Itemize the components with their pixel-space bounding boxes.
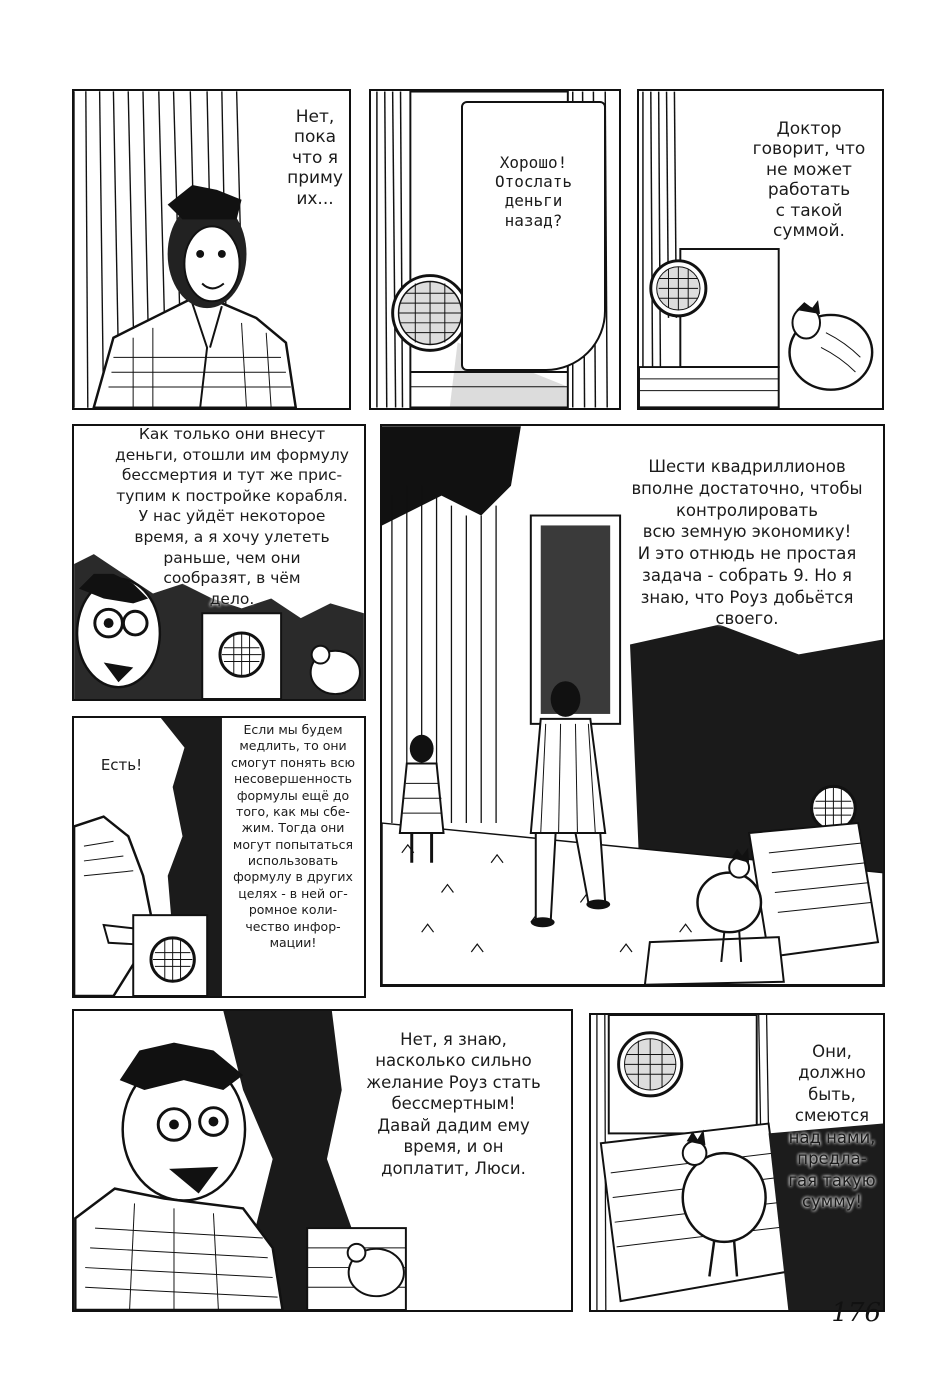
panel-5: [380, 424, 885, 987]
speech-balloon-2: Хорошо! Отослать деньги назад?: [461, 101, 606, 371]
speech-balloon-7: Нет, я знаю, насколько сильно желание Роуз стать бессмертным! Давай дадим ему время, и он доплатит, Люси.: [366, 1030, 541, 1178]
speech-balloon-5: Шести квадриллионов вполне достаточно, чтобы контролировать всю земную экономику! И это отнюдь не простая задача - собрать 9. Но я знаю, что Роуз добьётся своего.: [631, 457, 863, 629]
speech-balloon-8: Они, должно быть, смеются над нами, предла- гая такую сумму!: [788, 1042, 876, 1212]
page-number: 176: [831, 1298, 881, 1328]
speech-balloon-1: Нет, пока что я приму их...: [287, 107, 343, 209]
panel-8: [589, 1013, 885, 1312]
panel-6: [72, 716, 366, 998]
speech-balloon-6b: Если мы будем медлить, то они смогут понять всю несовершенность формулы ещё до того, как мы сбе- жим. Тогда они могут попытаться использовать формулу в других целях - в ней ог- ромное коли- чество инфор- мации!: [230, 722, 356, 950]
speech-balloon-4: Как только они внесут деньги, отошли им формулу бессмертия и тут же прис- тупим к постройке корабля. У нас уйдёт некоторое время, а я хочу улететь раньше, чем они сообразят, в чём дело.: [115, 425, 349, 608]
speech-balloon-3: Доктор говорит, что не может работать с такой суммой.: [752, 119, 866, 241]
panel-2: [369, 89, 621, 410]
panel-1: [72, 89, 351, 410]
panel-4: [72, 424, 366, 701]
panel-3: [637, 89, 884, 410]
panel-7: [72, 1009, 573, 1312]
speech-balloon-6a: Есть!: [100, 756, 143, 774]
